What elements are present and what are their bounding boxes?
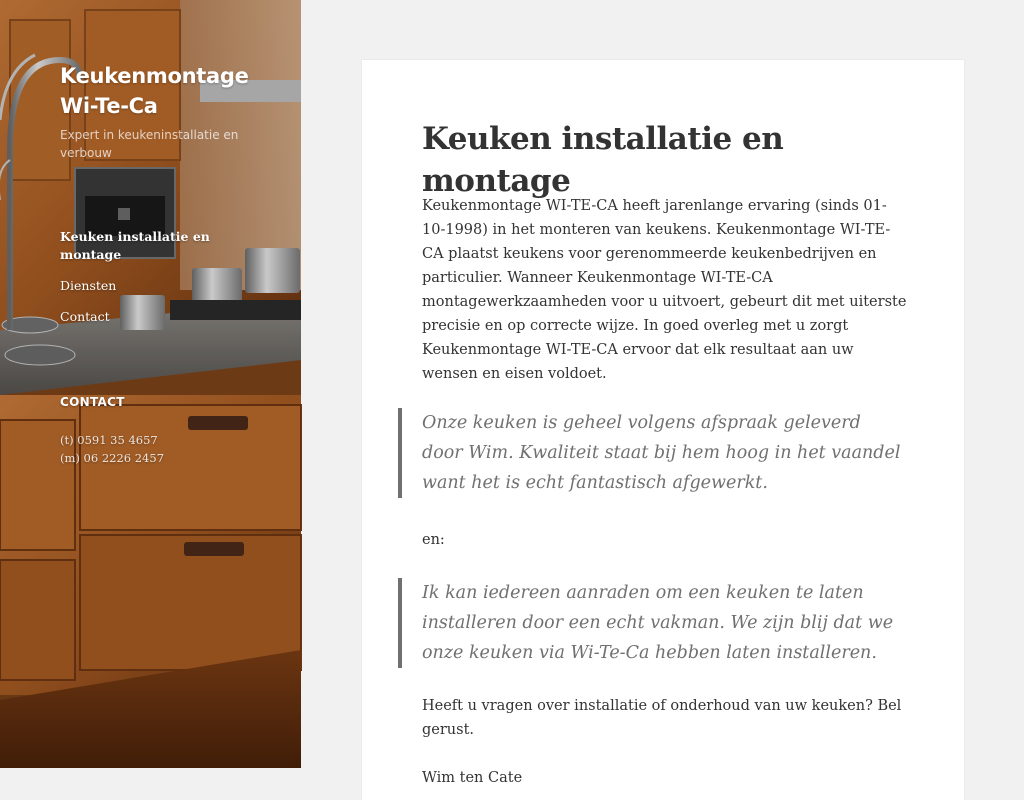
contact-widget-text	[60, 431, 164, 467]
page-title: Keuken installatie en montage	[422, 121, 784, 199]
connector-text: en:	[422, 532, 445, 548]
nav-link-contact[interactable]: Contact	[60, 309, 110, 324]
nav-link-diensten[interactable]: Diensten	[60, 278, 117, 293]
nav-item-keuken	[60, 228, 260, 264]
main-navigation	[60, 228, 260, 326]
contact-widget-title: CONTACT	[60, 395, 125, 409]
signature: Wim ten Cate	[422, 770, 523, 786]
contact-mobile: (m) 06 2226 2457	[60, 451, 165, 465]
sidebar	[0, 0, 301, 768]
article-content	[422, 194, 907, 790]
questions-paragraph: Heeft u vragen over installatie of onderhoud van uw keuken? Bel gerust.	[422, 698, 902, 738]
site-description: Expert in keukeninstallatie en verbouw	[60, 128, 239, 160]
nav-item-contact	[60, 308, 260, 326]
contact-phone: (t) 0591 35 4657	[60, 433, 158, 447]
nav-link-keuken-installatie[interactable]: Keuken installatie en montage	[60, 229, 210, 262]
site-title-link[interactable]: Keukenmontage Wi-Te-Ca	[60, 64, 249, 118]
intro-paragraph: Keukenmontage WI-TE-CA heeft jarenlange ervaring (sinds 01-10-1998) in het monteren van keukens. Keukenmontage WI-TE-CA plaatst keukens voor gerenommeerde keukenbedrijven en particulier. Wanneer Keukenmontage WI-TE-CA montagewerkzaamheden voor u uitvoert, gebeurt dit met uiterste precisie en op correcte wijze. In goed overleg met u zorgt Keukenmontage WI-TE-CA ervoor dat elk resultaat aan uw wensen en eisen voldoet.	[422, 198, 907, 382]
testimonial-quote-1: Onze keuken is geheel volgens afspraak geleverd door Wim. Kwaliteit staat bij hem hoog in het vaandel want het is echt fantastisch afgewerkt.	[398, 408, 907, 498]
testimonial-quote-2: Ik kan iedereen aanraden om een keuken te laten installeren door een echt vakman. We zijn blij dat we onze keuken via Wi-Te-Ca hebben laten installeren.	[398, 578, 907, 668]
nav-item-diensten	[60, 277, 260, 295]
article-card	[362, 60, 964, 800]
